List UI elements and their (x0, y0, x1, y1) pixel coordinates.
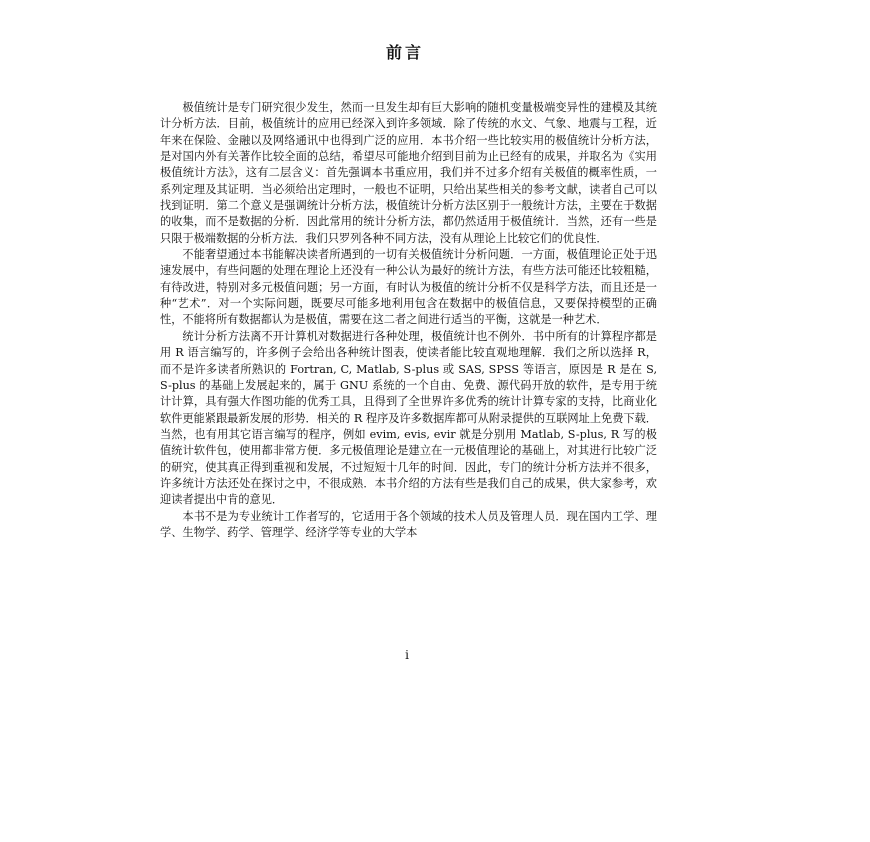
body-text (160, 100, 657, 541)
paragraph-3: 统计分析方法离不开计算机对数据进行各种处理，极值统计也不例外．书中所有的计算程序都是用 R 语言编写的，许多例子会给出各种统计图表，使读者能比较直观地理解．我们之所以选择 R，而不是许多读者所熟识的 Fortran, C, Matlab, S-plus 或 SAS, SPSS 等语言，原因是 R 是在 S, S-plus 的基础上发展起来的，属于 GNU 系统的一个自由、免费、源代码开放的软件，是专用于统计计算，具有强大作图功能的优秀工具，且得到了全世界许多优秀的统计计算专家的支持，比商业化软件更能紧跟最新发展的形势．相关的 R 程序及许多数据库都可从附录提供的互联网址上免费下载．当然，也有用其它语言编写的程序，例如 evim, evis, evir 就是分别用 Matlab, S-plus, R 写的极值统计软件包，使用都非常方便．多元极值理论是建立在一元极值理论的基础上，对其进行比较广泛的研究，使其真正得到重视和发展，不过短短十几年的时间．因此，专门的统计分析方法并不很多，许多统计方法还处在探讨之中，不很成熟．本书介绍的方法有些是我们自己的成果，供大家参考，欢迎读者提出中肯的意见． (160, 329, 657, 507)
paragraph-1: 极值统计是专门研究很少发生，然而一旦发生却有巨大影响的随机变量极端变异性的建模及其统计分析方法．目前，极值统计的应用已经深入到许多领域．除了传统的水文、气象、地震与工程，近年来在保险、金融以及网络通讯中也得到广泛的应用．本书介绍一些比较实用的极值统计分析方法，是对国内外有关著作比较全面的总结，希望尽可能地介绍到目前为止已经有的成果，并取名为《实用极值统计方法》，这有二层含义：首先强调本书重应用，我们并不过多介绍有关极值的概率性质，一系列定理及其证明．当必须给出定理时，一般也不证明，只给出某些相关的参考文献，读者自己可以找到证明．第二个意义是强调统计分析方法，极值统计分析方法区别于一般统计方法，主要在于数据的收集，而不是数据的分析．因此常用的统计分析方法，都仍然适用于极值统计．当然，还有一些是只限于极端数据的分析方法．我们只罗列各种不同方法，没有从理论上比较它们的优良性． (160, 101, 657, 245)
paragraph-2: 不能奢望通过本书能解决读者所遇到的一切有关极值统计分析问题．一方面，极值理论正处于迅速发展中，有些问题的处理在理论上还没有一种公认为最好的统计方法，有些方法可能还比较粗糙，有待改进，特别对多元极值问题；另一方面，有时认为极值的统计分析不仅是科学方法，而且还是一种“艺术”．对一个实际问题，既要尽可能多地利用包含在数据中的极值信息，又要保持模型的正确性，不能将所有数据都认为是极值，需要在这二者之间进行适当的平衡，这就是一种艺术． (160, 248, 657, 327)
page-title: 前言 (385, 43, 424, 62)
page-number: i (405, 648, 409, 662)
paragraph-4: 本书不是为专业统计工作者写的，它适用于各个领域的技术人员及管理人员．现在国内工学、理学、生物学、药学、管理学、经济学等专业的大学本 (160, 509, 657, 539)
